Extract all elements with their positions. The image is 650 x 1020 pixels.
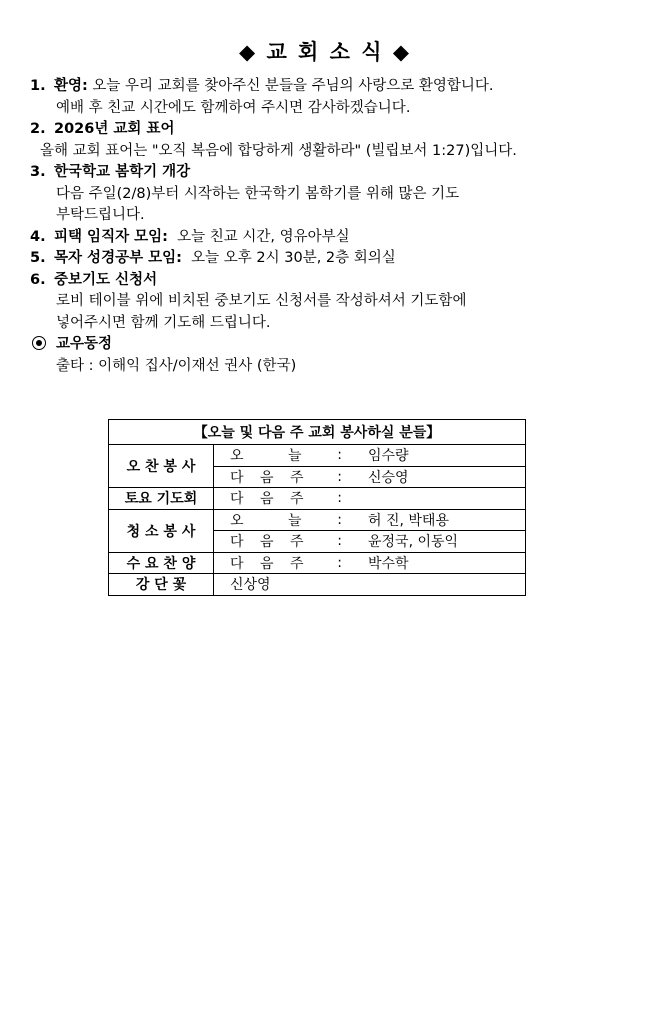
item-continuation: 올해 교회 표어는 "오직 복음에 합당하게 생활하라" (빌립보서 1:27)입니다. xyxy=(40,142,517,159)
volunteer-names: 허 진, 박태용 xyxy=(368,512,449,529)
item-number: 5. xyxy=(30,250,46,266)
colon: : xyxy=(337,511,342,528)
when-label: 다 음 주 xyxy=(230,534,310,551)
table-row xyxy=(109,574,526,596)
when-label: 다 음 주 xyxy=(230,555,310,572)
colon: : xyxy=(337,468,342,485)
when-label: 다 음 주 xyxy=(230,491,310,508)
volunteer-names: 박수학 xyxy=(368,555,409,572)
news-text: 출타 : 이해익 집사/이재선 권사 (한국) xyxy=(56,357,297,374)
detail-cell xyxy=(214,466,526,488)
item-heading: 환영: xyxy=(54,78,88,94)
item-heading: 목자 성경공부 모임: xyxy=(54,250,182,266)
item-heading: 2026년 교회 표어 xyxy=(54,121,175,137)
detail-cell xyxy=(214,552,526,574)
item-text: 오늘 오후 2시 30분, 2층 회의실 xyxy=(181,250,396,266)
item-text: 오늘 우리 교회를 찾아주신 분들을 주님의 사랑으로 환영합니다. xyxy=(87,78,494,94)
role-cell: 수 요 찬 양 xyxy=(109,552,214,574)
colon: : xyxy=(337,533,342,550)
list-item xyxy=(30,119,640,141)
item-continuation: 예배 후 친교 시간에도 함께하여 주시면 감사하겠습니다. xyxy=(56,99,411,116)
table-row xyxy=(109,509,526,531)
list-item xyxy=(30,162,640,184)
news-heading-line xyxy=(30,334,640,356)
item-text: 오늘 친교 시간, 영유아부실 xyxy=(167,228,350,245)
announcement-list xyxy=(30,76,640,377)
detail-cell xyxy=(214,445,526,467)
volunteer-names: 신승영 xyxy=(368,469,409,486)
item-number: 6. xyxy=(30,271,46,288)
detail-cell xyxy=(214,509,526,531)
table-header: 【오늘 및 다음 주 교회 봉사하실 분들】 xyxy=(109,420,526,445)
page-title: ◆ 교 회 소 식 ◆ xyxy=(239,40,411,64)
list-item xyxy=(30,248,640,270)
role-cell: 강 단 꽃 xyxy=(109,574,214,596)
volunteer-names: 임수량 xyxy=(368,448,409,465)
when-label: 오 늘 xyxy=(230,448,322,465)
list-item xyxy=(30,227,640,249)
when-label: 오 늘 xyxy=(230,512,322,529)
item-continuation: 부탁드립니다. xyxy=(56,207,145,223)
item-number: 1. xyxy=(30,78,46,94)
colon: : xyxy=(337,554,342,571)
table-row xyxy=(109,552,526,574)
item-heading: 중보기도 신청서 xyxy=(54,271,158,288)
role-cell: 청 소 봉 사 xyxy=(109,509,214,552)
volunteer-names: 신상영 xyxy=(230,577,271,594)
detail-cell xyxy=(214,574,526,596)
item-number: 3. xyxy=(30,164,46,180)
colon: : xyxy=(337,447,342,464)
detail-cell xyxy=(214,488,526,510)
list-item xyxy=(30,76,640,98)
table-row xyxy=(109,488,526,510)
item-continuation: 넣어주시면 함께 기도해 드립니다. xyxy=(56,314,271,331)
item-heading: 피택 임직자 모임: xyxy=(54,228,168,245)
circle-bullet-icon xyxy=(32,336,46,350)
volunteer-names: 윤정국, 이동익 xyxy=(368,534,459,551)
table-row xyxy=(109,445,526,467)
item-continuation: 다음 주일(2/8)부터 시작하는 한국학기 봄학기를 위해 많은 기도 xyxy=(56,185,460,202)
table-header-row xyxy=(109,420,526,445)
item-continuation: 로비 테이블 위에 비치된 중보기도 신청서를 작성하셔서 기도함에 xyxy=(56,293,467,309)
service-table xyxy=(108,419,526,596)
item-number: 4. xyxy=(30,228,46,245)
item-number: 2. xyxy=(30,121,46,137)
item-heading: 한국학교 봄학기 개강 xyxy=(54,164,191,180)
news-heading: 교우동정 xyxy=(56,336,113,352)
role-cell: 토요 기도회 xyxy=(109,488,214,510)
list-item xyxy=(30,270,640,292)
detail-cell xyxy=(214,531,526,553)
role-cell: 오 찬 봉 사 xyxy=(109,445,214,488)
colon: : xyxy=(337,490,342,507)
when-label: 다 음 주 xyxy=(230,469,310,486)
